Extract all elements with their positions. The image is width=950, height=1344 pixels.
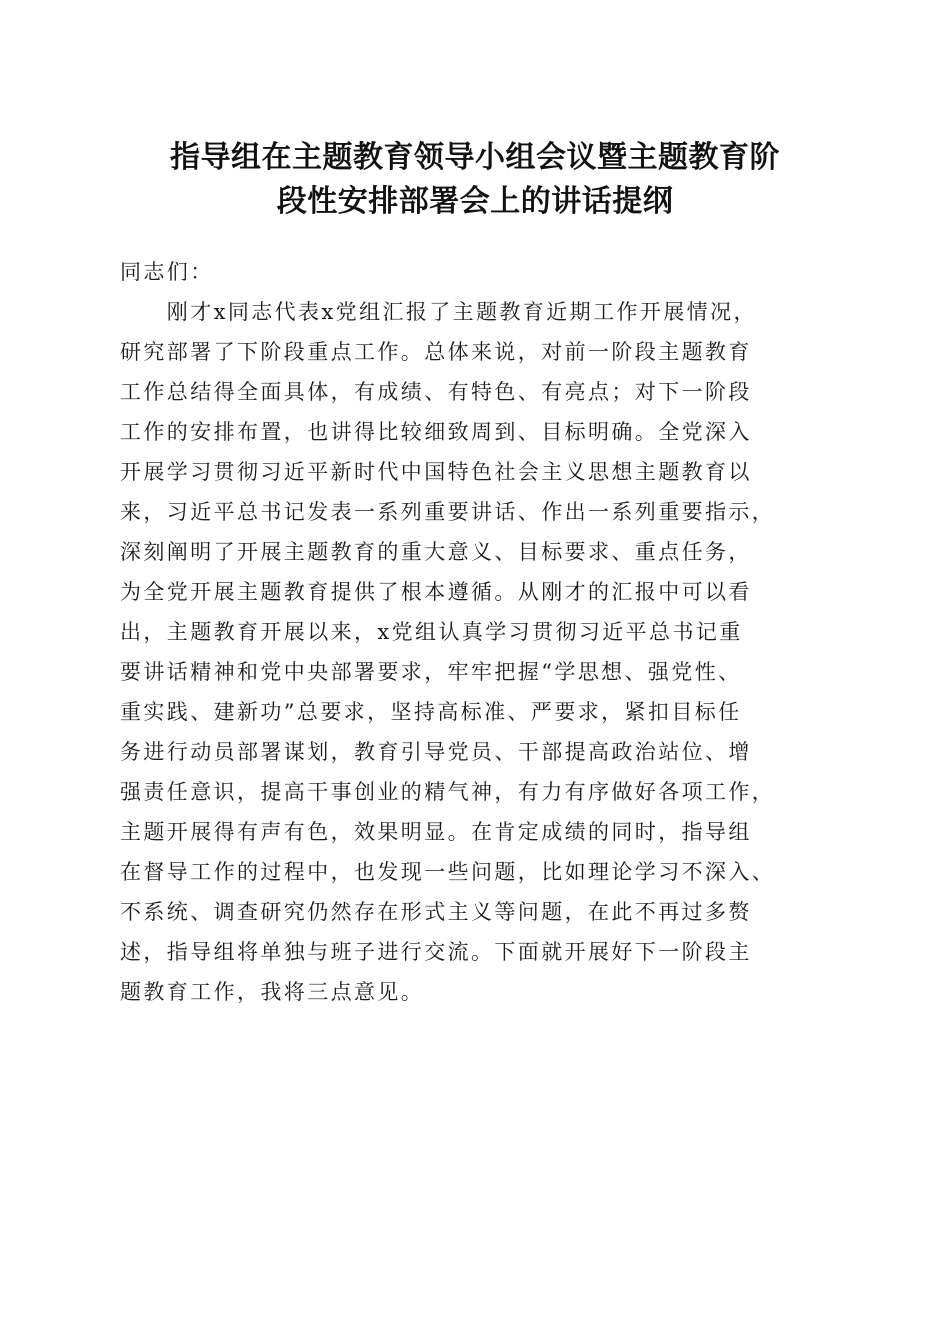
paragraph-line: 强责任意识，提高干事创业的精气神，有力有序做好各项工作， [120,780,776,804]
paragraph-line: 研究部署了下阶段重点工作。总体来说，对前一阶段主题教育 [120,340,752,364]
paragraph-line: 要讲话精神和党中央部署要求，牢牢把握“学思想、强党性、 [120,660,742,684]
title-line: 段性安排部署会上的讲话提纲 [276,184,674,219]
paragraph-line: 题教育工作，我将三点意见。 [120,980,425,1004]
salutation: 同志们： [120,260,214,284]
paragraph-line: 来，习近平总书记发表一系列重要讲话、作出一系列重要指示， [120,500,776,524]
paragraph-line: 工作的安排布置，也讲得比较细致周到、目标明确。全党深入 [120,420,752,444]
paragraph-line: 重实践、建新功”总要求，坚持高标准、严要求，紧扣目标任 [120,700,742,724]
title-line: 指导组在主题教育领导小组会议暨主题教育阶 [170,140,780,175]
paragraph-line: 在督导工作的过程中，也发现一些问题，比如理论学习不深入、 [120,860,776,884]
paragraph-line: 述，指导组将单独与班子进行交流。下面就开展好下一阶段主 [120,940,752,964]
paragraph-line: 为全党开展主题教育提供了根本遵循。从刚才的汇报中可以看 [120,580,752,604]
paragraph-line: 主题开展得有声有色，效果明显。在肯定成绩的同时，指导组 [120,820,752,844]
paragraph-line: 务进行动员部署谋划，教育引导党员、干部提高政治站位、增 [120,740,752,764]
document-body [120,252,832,1012]
paragraph-line: 工作总结得全面具体，有成绩、有特色、有亮点；对下一阶段 [120,380,752,404]
paragraph-line: 深刻阐明了开展主题教育的重大意义、目标要求、重点任务， [120,540,752,564]
body-paragraph [120,292,832,1012]
document-title [110,136,840,224]
paragraph-line: 刚才x同志代表x党组汇报了主题教育近期工作开展情况， [120,300,757,324]
paragraph-line: 不系统、调查研究仍然存在形式主义等问题，在此不再过多赘 [120,900,752,924]
paragraph-line: 开展学习贯彻习近平新时代中国特色社会主义思想主题教育以 [120,460,752,484]
paragraph-line: 出，主题教育开展以来，x党组认真学习贯彻习近平总书记重 [120,620,743,644]
